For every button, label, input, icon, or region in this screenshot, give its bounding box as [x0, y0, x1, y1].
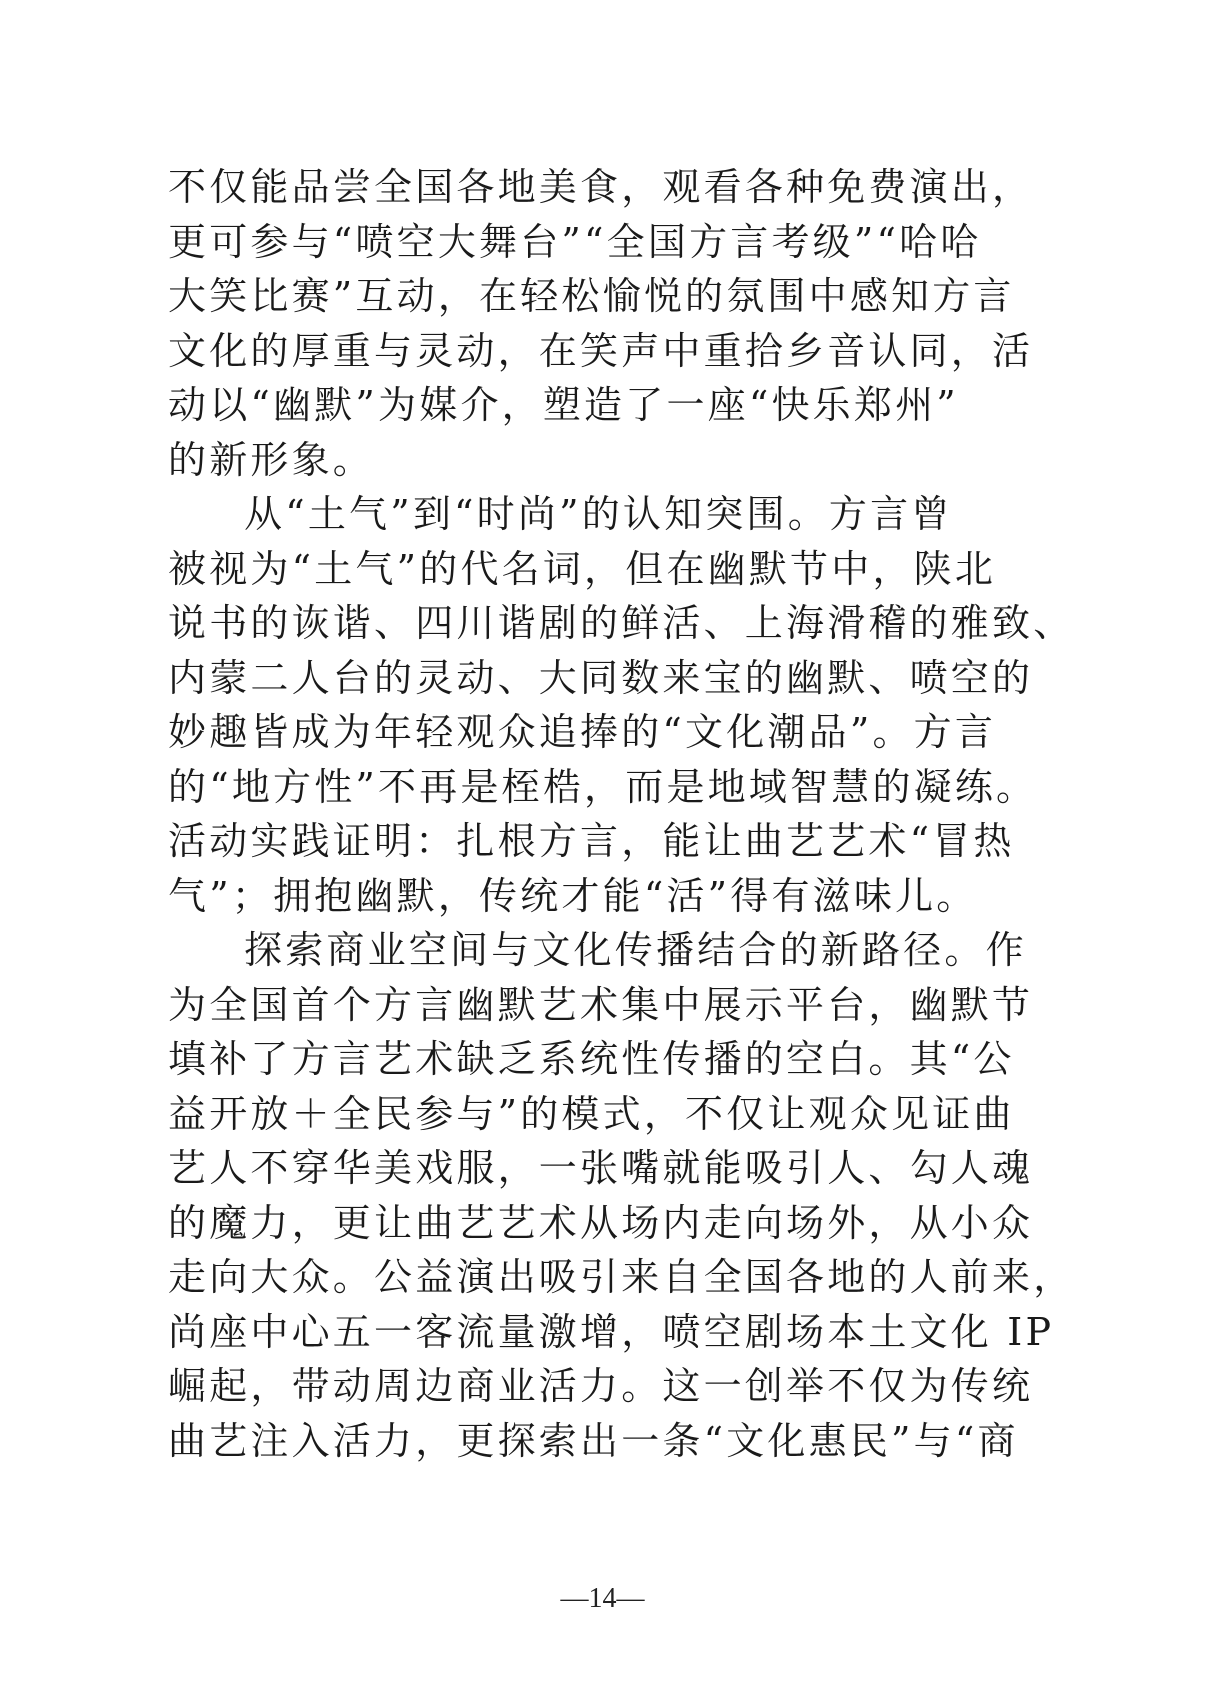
paragraph-2-line-7: 活动实践证明：扎根方言，能让曲艺艺术“冒热	[168, 819, 1015, 863]
paragraph-1-line-5: 动以“幽默”为媒介，塑造了一座“快乐郑州”	[168, 383, 959, 427]
paragraph-2-line-5: 妙趣皆成为年轻观众追捧的“文化潮品”。方言	[168, 710, 997, 754]
paragraph-1-line-2: 更可参与“喷空大舞台”“全国方言考级”“哈哈	[168, 219, 982, 264]
paragraph-3-line-2: 为全国首个方言幽默艺术集中展示平台，幽默节	[168, 982, 1034, 1027]
paragraph-2-line-1: 从“土气”到“时尚”的认知突围。方言曾	[244, 492, 953, 536]
paragraph-2-line-6: 的“地方性”不再是桎梏，而是地域智慧的凝练。	[168, 764, 1038, 809]
paragraph-2-line-3: 说书的诙谐、四川谐剧的鲜活、上海滑稽的雅致、	[168, 601, 1075, 645]
paragraph-1-line-4: 文化的厚重与灵动，在笑声中重拾乡音认同，活	[168, 328, 1034, 373]
paragraph-3-line-3: 填补了方言艺术缺乏系统性传播的空白。其“公	[168, 1037, 1015, 1081]
paragraph-2-line-4: 内蒙二人台的灵动、大同数来宝的幽默、喷空的	[168, 655, 1034, 700]
paragraph-3-line-7: 走向大众。公益演出吸引来自全国各地的人前来，	[168, 1255, 1075, 1299]
paragraph-2-line-8: 气”；拥抱幽默，传统才能“活”得有滋味儿。	[168, 873, 978, 918]
page-number: —14—	[560, 1583, 645, 1614]
paragraph-1-line-6: 的新形象。	[168, 437, 375, 482]
paragraph-3-line-9: 崛起，带动周边商业活力。这一创举不仅为传统	[168, 1364, 1034, 1408]
paragraph-3-line-5: 艺人不穿华美戏服，一张嘴就能吸引人、勾人魂	[168, 1146, 1034, 1190]
paragraph-1-line-1: 不仅能品尝全国各地美食，观看各种免费演出，	[168, 165, 1034, 209]
paragraph-3-line-6: 的魔力，更让曲艺艺术从场内走向场外，从小众	[168, 1200, 1034, 1245]
paragraph-2-line-2: 被视为“土气”的代名词，但在幽默节中，陕北	[168, 546, 997, 591]
paragraph-3-line-8: 尚座中心五一客流量激增，喷空剧场本土文化 IP	[168, 1309, 1055, 1354]
body-text	[168, 160, 1075, 1468]
paragraph-3-line-10: 曲艺注入活力，更探索出一条“文化惠民”与“商	[168, 1418, 1019, 1463]
paragraph-3-line-4: 益开放＋全民参与”的模式，不仅让观众见证曲	[168, 1091, 1015, 1136]
paragraph-1-line-3: 大笑比赛”互动，在轻松愉悦的氛围中感知方言	[168, 274, 1015, 318]
paragraph-3-line-1: 探索商业空间与文化传播结合的新路径。作	[244, 928, 1027, 972]
